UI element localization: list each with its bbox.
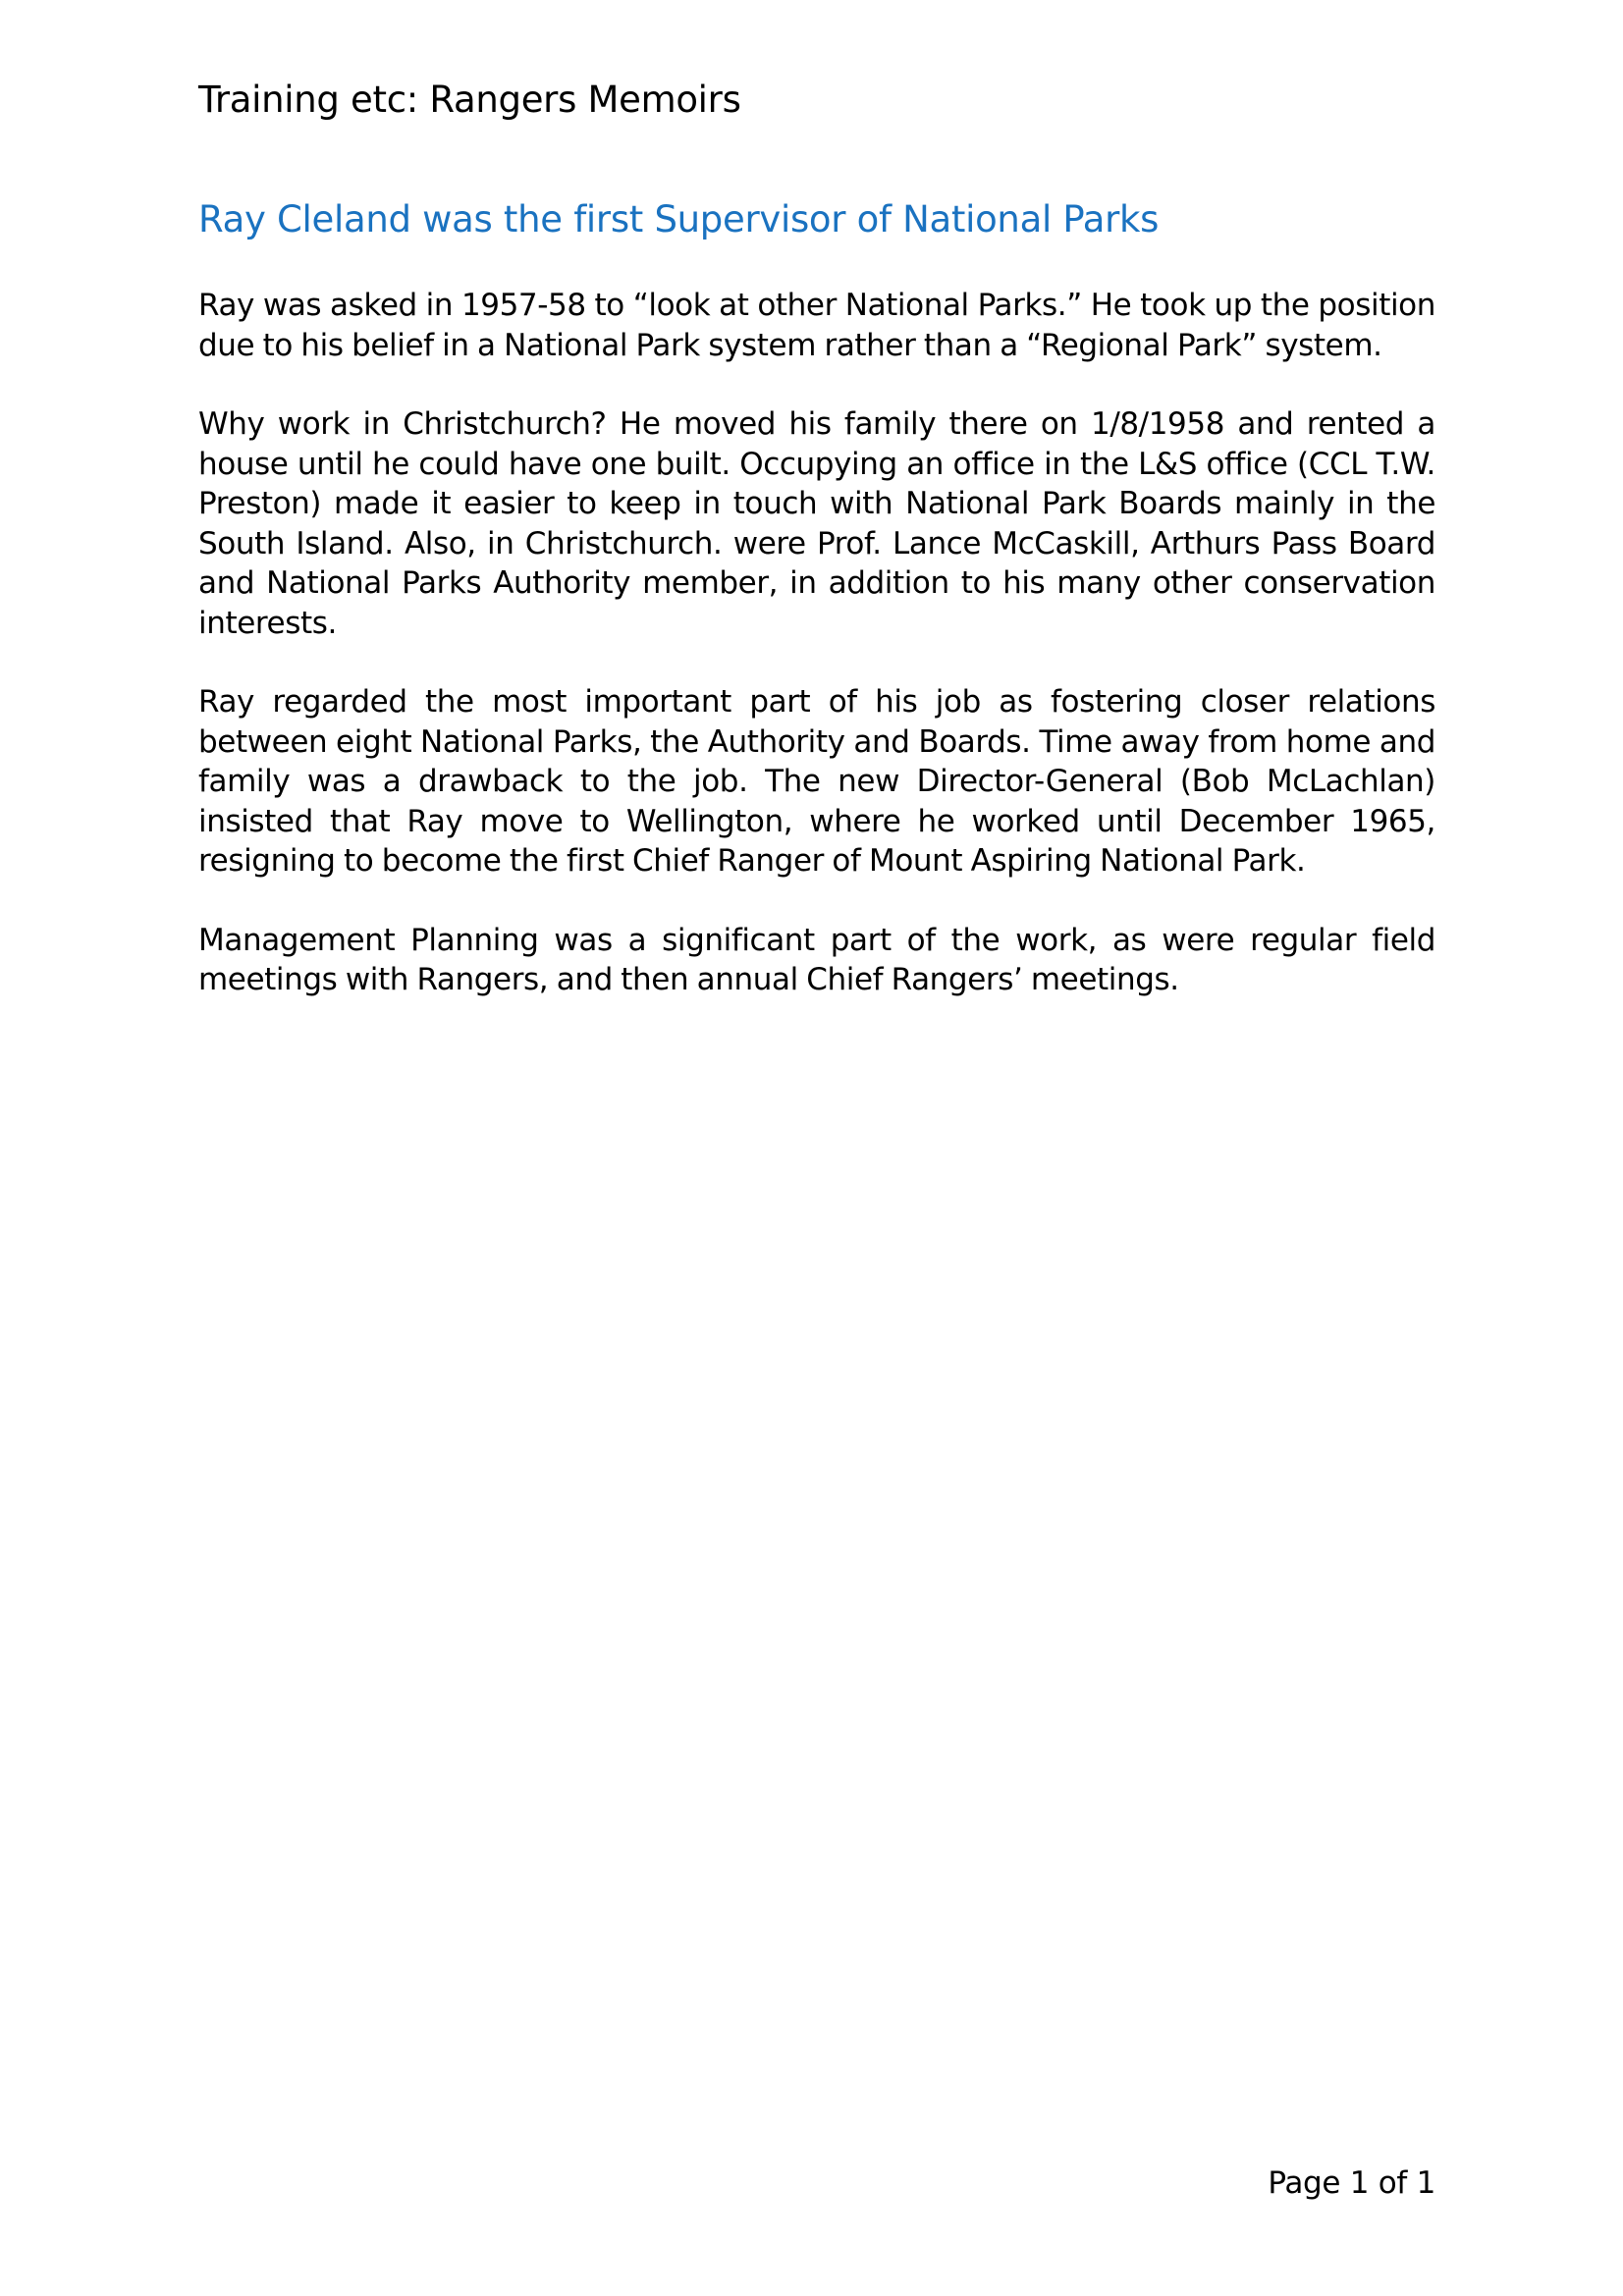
paragraph-management-planning: Management Planning was a significant part of the work, as were regular field meetings with Rangers, and then annual Chief Rangers’ meetings.	[198, 922, 1435, 997]
body-text	[198, 286, 1435, 1040]
paragraph-job-role: Ray regarded the most important part of his job as fostering closer relations between eight National Parks, the Authority and Boards. Time away from home and family was a drawback to the job. The new Director-General (Bob McLachlan) insisted that Ray move to Wellington, where he worked until December 1965, resigning to become the first Chief Ranger of Mount Aspiring National Park.	[198, 684, 1435, 879]
page-number: Page 1 of 1	[1268, 2165, 1435, 2201]
running-header: Training etc: Rangers Memoirs	[198, 79, 741, 121]
paragraph-appointment: Ray was asked in 1957-58 to “look at other National Parks.” He took up the position due to his belief in a National Park system rather than a “Regional Park” system.	[198, 288, 1435, 363]
document-title: Ray Cleland was the first Supervisor of National Parks	[198, 198, 1160, 240]
paragraph-christchurch: Why work in Christchurch? He moved his family there on 1/8/1958 and rented a house until he could have one built. Occupying an office in the L&S office (CCL T.W. Preston) made it easier to keep in touch with National Park Boards mainly in the South Island. Also, in Christchurch. were Prof. Lance McCaskill, Arthurs Pass Board and National Parks Authority member, in addition to his many other conservation interests.	[198, 406, 1435, 641]
